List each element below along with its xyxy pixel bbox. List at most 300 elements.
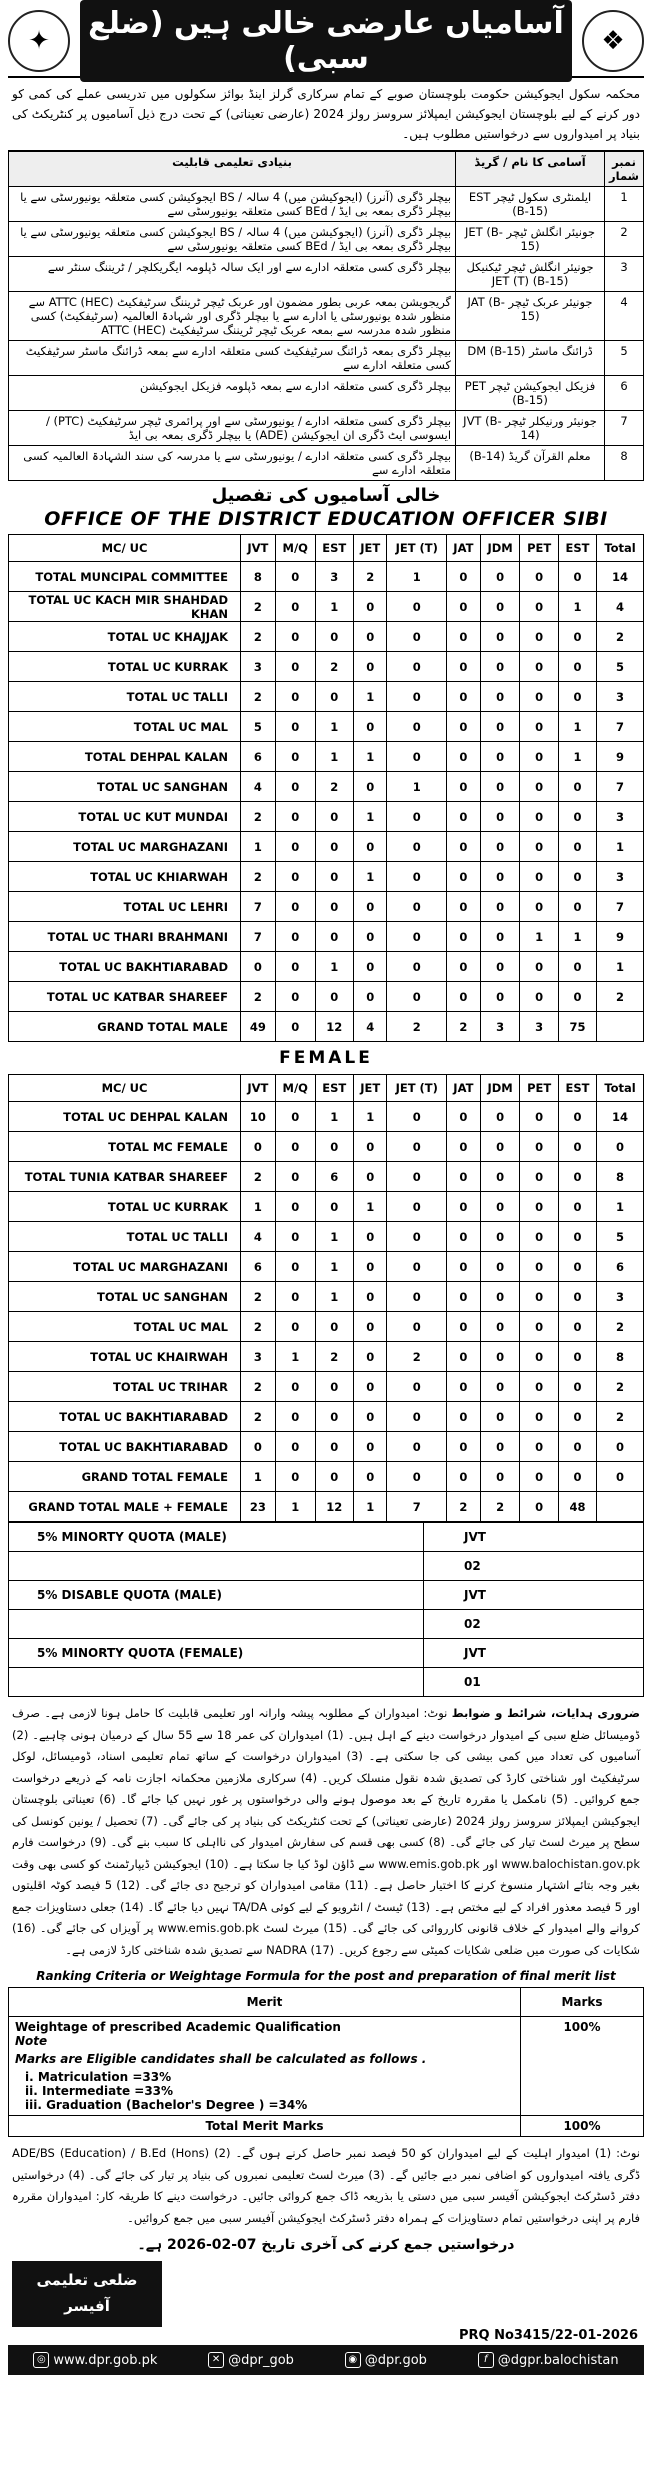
post-row xyxy=(9,257,644,292)
vacancy-count: 0 xyxy=(275,622,315,652)
post-name: جونیئر انگلش ٹیچر JET (B-15) xyxy=(456,222,605,257)
vacancy-row xyxy=(9,952,644,982)
vacancy-count: 0 xyxy=(315,1372,353,1402)
quota-row xyxy=(9,1552,644,1581)
vacancy-count: 0 xyxy=(275,562,315,592)
vacancy-count: 0 xyxy=(446,802,480,832)
vacancy-count: 2 xyxy=(446,1012,480,1042)
vacancy-count: 0 xyxy=(558,652,596,682)
vacancy-count: 0 xyxy=(275,772,315,802)
vacancy-count: 0 xyxy=(387,982,447,1012)
uc-name: TOTAL UC MAL xyxy=(9,1312,241,1342)
vacancy-row xyxy=(9,622,644,652)
uc-name: TOTAL TUNIA KATBAR SHAREEF xyxy=(9,1162,241,1192)
vacancy-count: 0 xyxy=(558,1192,596,1222)
vacancy-count: 1 xyxy=(597,832,644,862)
vacancy-count: 0 xyxy=(387,1102,447,1132)
vacancy-count: 0 xyxy=(275,652,315,682)
post-row xyxy=(9,376,644,411)
vacancy-count: 0 xyxy=(446,1222,480,1252)
vacancy-count: 2 xyxy=(241,862,276,892)
vacancy-count: 3 xyxy=(597,862,644,892)
vacancy-count: 0 xyxy=(387,1252,447,1282)
vacancy-row xyxy=(9,1252,644,1282)
vacancy-row xyxy=(9,862,644,892)
vacancy-count: 0 xyxy=(315,802,353,832)
vacancy-count: 0 xyxy=(480,1432,520,1462)
vacancy-count: 1 xyxy=(520,922,558,952)
facebook-icon: f xyxy=(478,2352,494,2368)
marks-header: Marks xyxy=(521,1988,644,2017)
vacancy-count: 0 xyxy=(520,562,558,592)
vacancy-row xyxy=(9,922,644,952)
merit-total-label: Total Merit Marks xyxy=(9,2116,521,2137)
vacancy-count: 0 xyxy=(520,1372,558,1402)
post-qualification: بیچلر ڈگری (آنرز) (ایجوکیشن میں) 4 سالہ / BS ایجوکیشن کسی متعلقہ یونیورسٹی سے یا بیچلر ڈگری بمعہ بی ایڈ / BEd کسی متعلقہ یونیورسٹی سے xyxy=(9,187,456,222)
vacancy-count: 0 xyxy=(520,1282,558,1312)
vacancy-count: 0 xyxy=(520,802,558,832)
vacancy-count: 4 xyxy=(353,1012,387,1042)
vacancy-count: 0 xyxy=(387,802,447,832)
vacancy-count: 0 xyxy=(558,1102,596,1132)
vacancy-count: 7 xyxy=(241,892,276,922)
merit-header-row xyxy=(9,1988,644,2017)
vacancy-count: 1 xyxy=(315,742,353,772)
vacancy-count: 0 xyxy=(446,1252,480,1282)
post-name: جونیئر ورنیکلر ٹیچر JVT (B-14) xyxy=(456,411,605,446)
vacancy-count: 0 xyxy=(353,1462,387,1492)
vacancy-count: 0 xyxy=(558,1162,596,1192)
footer-instagram[interactable] xyxy=(345,2352,427,2368)
vacancy-count: 0 xyxy=(480,832,520,862)
vacancy-count: 0 xyxy=(315,892,353,922)
vacancy-count: 9 xyxy=(597,922,644,952)
post-name: معلم القرآن گریڈ (B-14) xyxy=(456,446,605,481)
post-qualification: بیچلر ڈگری کسی متعلقہ ادارے / یونیورسٹی سے اور پرائمری ٹیچر سرٹیفکیٹ (PTC) / ایسوسی ایٹ ڈگری ان ایجوکیشن (ADE) یا بیچلر ڈگری بمعہ بی ایڈ xyxy=(9,411,456,446)
posts-header-no: نمبر شمار xyxy=(605,152,644,187)
vacancy-count: 7 xyxy=(597,712,644,742)
vacancy-count: 1 xyxy=(315,1282,353,1312)
vacancy-count: 0 xyxy=(520,982,558,1012)
vacancy-count: 2 xyxy=(597,1402,644,1432)
vacancy-count: 2 xyxy=(241,682,276,712)
quota-value: 02 xyxy=(424,1552,644,1581)
post-number: 5 xyxy=(605,341,644,376)
vacancy-count: 0 xyxy=(275,712,315,742)
vacancy-row xyxy=(9,1342,644,1372)
quota-value: JVT xyxy=(424,1581,644,1610)
vacancy-count: 1 xyxy=(558,712,596,742)
vacancy-count: 0 xyxy=(315,1192,353,1222)
vacancy-count: 0 xyxy=(387,1162,447,1192)
vacancy-count: 8 xyxy=(597,1162,644,1192)
uc-name: TOTAL UC MAL xyxy=(9,712,241,742)
vacancy-count: 0 xyxy=(275,1402,315,1432)
signature-area xyxy=(8,2255,644,2345)
vacancy-row xyxy=(9,892,644,922)
post-row xyxy=(9,341,644,376)
post-name: فزیکل ایجوکیشن ٹیچر PET (B-15) xyxy=(456,376,605,411)
vacancy-count: 0 xyxy=(520,952,558,982)
vacancy-count: 0 xyxy=(520,1342,558,1372)
vacancy-count: 0 xyxy=(480,1342,520,1372)
vacancy-count: 1 xyxy=(241,1192,276,1222)
vacancy-row xyxy=(9,652,644,682)
column-header: PET xyxy=(520,535,558,562)
vacancy-count: 0 xyxy=(353,1372,387,1402)
column-header: MC/ UC xyxy=(9,1075,241,1102)
post-row xyxy=(9,222,644,257)
posts-header-post: آسامی کا نام / گریڈ xyxy=(456,152,605,187)
vacancy-count: 0 xyxy=(315,862,353,892)
vacancy-count: 0 xyxy=(275,1162,315,1192)
uc-name: TOTAL UC KUT MUNDAI xyxy=(9,802,241,832)
column-header: EST xyxy=(315,1075,353,1102)
vacancy-count: 0 xyxy=(446,772,480,802)
vacancy-count: 0 xyxy=(520,1162,558,1192)
uc-name: TOTAL UC KATBAR SHAREEF xyxy=(9,982,241,1012)
vacancy-count: 0 xyxy=(446,1402,480,1432)
vacancy-count: 1 xyxy=(275,1492,315,1522)
vacancy-count: 0 xyxy=(446,832,480,862)
column-header: EST xyxy=(558,1075,596,1102)
vacancy-count: 0 xyxy=(446,1132,480,1162)
page-title: آسامیاں عارضی خالی ہیں (ضلع سبی) xyxy=(80,0,572,82)
vacancy-count: 0 xyxy=(275,1102,315,1132)
vacancy-heading: خالی آسامیوں کی تفصیل xyxy=(211,485,441,506)
vacancy-count: 0 xyxy=(275,952,315,982)
vacancy-count: 2 xyxy=(241,1372,276,1402)
column-header: JDM xyxy=(480,1075,520,1102)
vacancy-count: 0 xyxy=(480,1162,520,1192)
vacancy-count: 0 xyxy=(275,862,315,892)
vacancy-count: 0 xyxy=(520,832,558,862)
vacancy-count: 0 xyxy=(275,1012,315,1042)
vacancy-count: 0 xyxy=(558,622,596,652)
vacancy-count: 0 xyxy=(480,562,520,592)
vacancy-count: 0 xyxy=(480,682,520,712)
female-table-body xyxy=(9,1102,644,1522)
uc-name: TOTAL UC TRIHAR xyxy=(9,1372,241,1402)
post-number: 8 xyxy=(605,446,644,481)
vacancy-row xyxy=(9,802,644,832)
column-header: JAT xyxy=(446,1075,480,1102)
vacancy-count: 0 xyxy=(353,622,387,652)
vacancy-count: 4 xyxy=(241,1222,276,1252)
vacancy-count: 1 xyxy=(387,772,447,802)
globe-icon: ◎ xyxy=(33,2352,49,2368)
post-row xyxy=(9,187,644,222)
vacancy-count: 0 xyxy=(387,742,447,772)
vacancy-count: 0 xyxy=(353,712,387,742)
uc-name: TOTAL UC KHAJJAK xyxy=(9,622,241,652)
vacancy-count: 3 xyxy=(315,562,353,592)
post-name: ایلمنٹری سکول ٹیچر EST (B-15) xyxy=(456,187,605,222)
quota-body xyxy=(9,1523,644,1697)
uc-name: TOTAL MC FEMALE xyxy=(9,1132,241,1162)
vacancy-count: 0 xyxy=(275,592,315,622)
vacancy-count: 0 xyxy=(480,1192,520,1222)
female-vacancy-table xyxy=(8,1074,644,1522)
vacancy-count: 0 xyxy=(315,922,353,952)
vacancy-count: 0 xyxy=(275,1132,315,1162)
vacancy-count: 0 xyxy=(446,922,480,952)
column-header: JDM xyxy=(480,535,520,562)
vacancy-count: 1 xyxy=(353,742,387,772)
vacancy-count: 0 xyxy=(558,1132,596,1162)
vacancy-count: 0 xyxy=(558,1222,596,1252)
vacancy-count: 0 xyxy=(446,742,480,772)
post-name: ڈرائنگ ماسٹر DM (B-15) xyxy=(456,341,605,376)
vacancy-row xyxy=(9,682,644,712)
post-row xyxy=(9,411,644,446)
vacancy-count: 0 xyxy=(558,682,596,712)
vacancy-count: 1 xyxy=(241,832,276,862)
vacancy-count: 1 xyxy=(353,1492,387,1522)
vacancy-count: 0 xyxy=(446,1432,480,1462)
vacancy-count: 0 xyxy=(387,952,447,982)
merit-line: i. Matriculation =33% xyxy=(25,2070,172,2084)
vacancy-count: 8 xyxy=(241,562,276,592)
vacancy-count: 0 xyxy=(387,862,447,892)
vacancy-count: 0 xyxy=(480,1372,520,1402)
vacancy-count: 0 xyxy=(480,712,520,742)
vacancy-count: 0 xyxy=(520,712,558,742)
vacancy-count: 0 xyxy=(353,1282,387,1312)
vacancy-count: 0 xyxy=(387,682,447,712)
vacancy-count: 0 xyxy=(275,1222,315,1252)
vacancy-count: 7 xyxy=(597,772,644,802)
vacancy-count: 0 xyxy=(353,922,387,952)
merit-marks: 100% xyxy=(521,2017,644,2116)
vacancy-count: 0 xyxy=(446,982,480,1012)
vacancy-count: 0 xyxy=(387,1462,447,1492)
prq-number: PRQ No3415/22-01-2026 xyxy=(458,2328,638,2343)
vacancy-count: 0 xyxy=(275,1462,315,1492)
vacancy-count: 0 xyxy=(520,1192,558,1222)
vacancy-count: 2 xyxy=(241,1402,276,1432)
vacancy-count: 0 xyxy=(446,562,480,592)
vacancy-count: 0 xyxy=(353,652,387,682)
vacancy-count: 0 xyxy=(480,652,520,682)
column-header: JET xyxy=(353,1075,387,1102)
vacancy-count: 1 xyxy=(315,952,353,982)
vacancy-count: 0 xyxy=(480,1282,520,1312)
vacancy-count: 0 xyxy=(353,1222,387,1252)
vacancy-count: 0 xyxy=(446,622,480,652)
column-header: M/Q xyxy=(275,1075,315,1102)
vacancy-count: 7 xyxy=(597,892,644,922)
balochistan-emblem-icon: ❖ xyxy=(582,10,644,72)
post-number: 6 xyxy=(605,376,644,411)
column-header: JET (T) xyxy=(387,535,447,562)
vacancy-count: 0 xyxy=(387,1192,447,1222)
vacancy-count: 2 xyxy=(597,1372,644,1402)
quota-value: JVT xyxy=(424,1639,644,1668)
vacancy-count: 0 xyxy=(353,1432,387,1462)
quota-row xyxy=(9,1581,644,1610)
vacancy-count: 1 xyxy=(315,1252,353,1282)
uc-name: TOTAL UC TALLI xyxy=(9,682,241,712)
quota-value: JVT xyxy=(424,1523,644,1552)
vacancy-count: 0 xyxy=(558,1432,596,1462)
vacancy-count: 0 xyxy=(520,682,558,712)
vacancy-count: 5 xyxy=(597,1222,644,1252)
vacancy-count: 1 xyxy=(597,1192,644,1222)
post-qualification: بیچلر ڈگری کسی متعلقہ ادارے سے اور ایک سالہ ڈپلومہ ایگریکلچر / ٹریننگ سنٹر سے xyxy=(9,257,456,292)
vacancy-count: 0 xyxy=(353,1342,387,1372)
vacancy-count: 0 xyxy=(520,892,558,922)
vacancy-count: 1 xyxy=(315,1102,353,1132)
vacancy-count: 1 xyxy=(597,952,644,982)
vacancy-count: 1 xyxy=(387,562,447,592)
vacancy-count: 7 xyxy=(241,922,276,952)
vacancy-count: 0 xyxy=(520,1492,558,1522)
vacancy-count: 1 xyxy=(353,682,387,712)
quota-table xyxy=(8,1522,644,1697)
quota-label: 5% DISABLE QUOTA (MALE) xyxy=(9,1581,424,1610)
vacancy-count: 0 xyxy=(275,682,315,712)
posts-body xyxy=(9,187,644,481)
vacancy-count xyxy=(597,1012,644,1042)
column-header: MC/ UC xyxy=(9,535,241,562)
bottom-note: نوٹ: (1) امیدوار اہلیت کے لیے امیدواران کو 50 فیصد نمبر حاصل کرنے ہوں گے۔ (2) ADE/BS (Education) / B.Ed (Hons) ڈگری یافتہ امیدواروں کو اضافی نمبر دیے جائیں گے۔ (3) میرٹ لسٹ تعلیمی نمبروں کی بنیاد پر تیار کی جائے گی۔ (4) درخواستیں دفتر ڈسٹرکٹ ایجوکیشن آفیسر سبی میں دستی یا بذریعہ ڈاک جمع کروائی جائیں۔ درخواست دینے کا طریقہ کار: امیدواران مقررہ فارم پر اپنی درخواستیں تمام دستاویزات کے ہمراہ دفتر ڈسٹرکٹ ایجوکیشن آفیسر سبی میں جمع کروائیں۔ xyxy=(12,2146,640,2225)
vacancy-count: 0 xyxy=(446,1342,480,1372)
uc-name: TOTAL UC KURRAK xyxy=(9,1192,241,1222)
vacancy-count: 0 xyxy=(558,1252,596,1282)
vacancy-row xyxy=(9,1432,644,1462)
uc-name: TOTAL UC MARGHAZANI xyxy=(9,1252,241,1282)
vacancy-row xyxy=(9,1012,644,1042)
vacancy-count: 0 xyxy=(480,1252,520,1282)
footer-website[interactable] xyxy=(33,2352,157,2368)
uc-name: TOTAL MUNCIPAL COMMITTEE xyxy=(9,562,241,592)
instructions-section xyxy=(8,1697,644,1965)
vacancy-count: 0 xyxy=(387,1132,447,1162)
column-header: JVT xyxy=(241,1075,276,1102)
vacancy-count: 5 xyxy=(597,652,644,682)
vacancy-count: 0 xyxy=(446,1372,480,1402)
female-heading: FEMALE xyxy=(279,1048,373,1068)
vacancy-count: 0 xyxy=(480,1402,520,1432)
male-vacancy-table xyxy=(8,534,644,1042)
vacancy-count: 2 xyxy=(241,592,276,622)
vacancy-count: 0 xyxy=(480,622,520,652)
vacancy-count: 4 xyxy=(241,772,276,802)
vacancy-count: 0 xyxy=(446,1102,480,1132)
vacancy-count: 1 xyxy=(558,592,596,622)
vacancy-count: 0 xyxy=(520,622,558,652)
vacancy-count: 0 xyxy=(275,832,315,862)
vacancy-count: 2 xyxy=(597,1312,644,1342)
vacancy-count: 0 xyxy=(558,1402,596,1432)
vacancy-count: 0 xyxy=(446,652,480,682)
vacancy-count: 3 xyxy=(597,802,644,832)
vacancy-count: 0 xyxy=(480,1132,520,1162)
vacancy-count: 23 xyxy=(241,1492,276,1522)
post-name: جونیئر انگلش ٹیچر ٹیکنیکل JET (T) (B-15) xyxy=(456,257,605,292)
vacancy-count: 3 xyxy=(597,1282,644,1312)
vacancy-count: 3 xyxy=(520,1012,558,1042)
vacancy-count: 0 xyxy=(353,1132,387,1162)
post-qualification: بیچلر ڈگری (آنرز) (ایجوکیشن میں) 4 سالہ / BS ایجوکیشن کسی متعلقہ یونیورسٹی سے یا بیچلر ڈگری بمعہ بی ایڈ / BEd کسی متعلقہ یونیورسٹی سے xyxy=(9,222,456,257)
vacancy-count: 12 xyxy=(315,1012,353,1042)
vacancy-count: 0 xyxy=(275,1282,315,1312)
office-title: OFFICE OF THE DISTRICT EDUCATION OFFICER SIBI xyxy=(44,508,608,530)
vacancy-row xyxy=(9,1402,644,1432)
merit-header: Merit xyxy=(9,1988,521,2017)
vacancy-count: 0 xyxy=(353,772,387,802)
signature-line-1: ضلعی تعلیمی آفیسر xyxy=(36,2271,138,2315)
vacancy-count: 0 xyxy=(480,592,520,622)
vacancy-count: 0 xyxy=(241,952,276,982)
footer-twitter[interactable] xyxy=(208,2352,294,2368)
column-header: Total xyxy=(597,535,644,562)
column-header: JAT xyxy=(446,535,480,562)
vacancy-count: 2 xyxy=(241,622,276,652)
uc-name: TOTAL UC LEHRI xyxy=(9,892,241,922)
vacancy-count: 14 xyxy=(597,1102,644,1132)
vacancy-count: 0 xyxy=(520,592,558,622)
vacancy-count: 0 xyxy=(558,1312,596,1342)
vacancy-row xyxy=(9,1312,644,1342)
vacancy-count: 0 xyxy=(520,1132,558,1162)
vacancy-count: 0 xyxy=(520,1102,558,1132)
vacancy-count: 0 xyxy=(558,1282,596,1312)
vacancy-count: 2 xyxy=(241,1162,276,1192)
twitter-icon: ✕ xyxy=(208,2352,224,2368)
vacancy-count: 0 xyxy=(520,1252,558,1282)
merit-line: Marks are Eligible candidates shall be calculated as follows . xyxy=(15,2052,427,2066)
vacancy-count: 0 xyxy=(353,592,387,622)
vacancy-count: 2 xyxy=(315,772,353,802)
vacancy-count: 0 xyxy=(275,892,315,922)
vacancy-count: 0 xyxy=(558,892,596,922)
vacancy-count: 2 xyxy=(597,982,644,1012)
vacancy-count: 0 xyxy=(446,712,480,742)
vacancy-count: 2 xyxy=(241,982,276,1012)
uc-name: GRAND TOTAL MALE + FEMALE xyxy=(9,1492,241,1522)
vacancy-count: 0 xyxy=(275,982,315,1012)
footer-facebook[interactable] xyxy=(478,2352,619,2368)
quota-row xyxy=(9,1668,644,1697)
vacancy-count: 0 xyxy=(353,832,387,862)
vacancy-count: 0 xyxy=(446,1162,480,1192)
vacancy-count: 1 xyxy=(353,1192,387,1222)
vacancy-count: 0 xyxy=(520,1222,558,1252)
vacancy-count: 0 xyxy=(597,1432,644,1462)
column-header: PET xyxy=(520,1075,558,1102)
vacancy-count: 2 xyxy=(480,1492,520,1522)
footer-website-text: www.dpr.gob.pk xyxy=(53,2352,158,2368)
vacancy-count: 0 xyxy=(446,892,480,922)
vacancy-count: 0 xyxy=(315,1462,353,1492)
male-table-body xyxy=(9,562,644,1042)
vacancy-count: 0 xyxy=(353,982,387,1012)
vacancy-count: 8 xyxy=(597,1342,644,1372)
vacancy-count: 0 xyxy=(275,1252,315,1282)
uc-name: TOTAL UC THARI BRAHMANI xyxy=(9,922,241,952)
vacancy-count: 0 xyxy=(387,892,447,922)
vacancy-row xyxy=(9,1222,644,1252)
vacancy-count: 5 xyxy=(241,712,276,742)
vacancy-count: 0 xyxy=(387,922,447,952)
vacancy-count: 48 xyxy=(558,1492,596,1522)
vacancy-row xyxy=(9,1462,644,1492)
vacancy-count: 0 xyxy=(315,1432,353,1462)
uc-name: TOTAL UC KHIARWAH xyxy=(9,862,241,892)
vacancy-count: 2 xyxy=(315,1342,353,1372)
